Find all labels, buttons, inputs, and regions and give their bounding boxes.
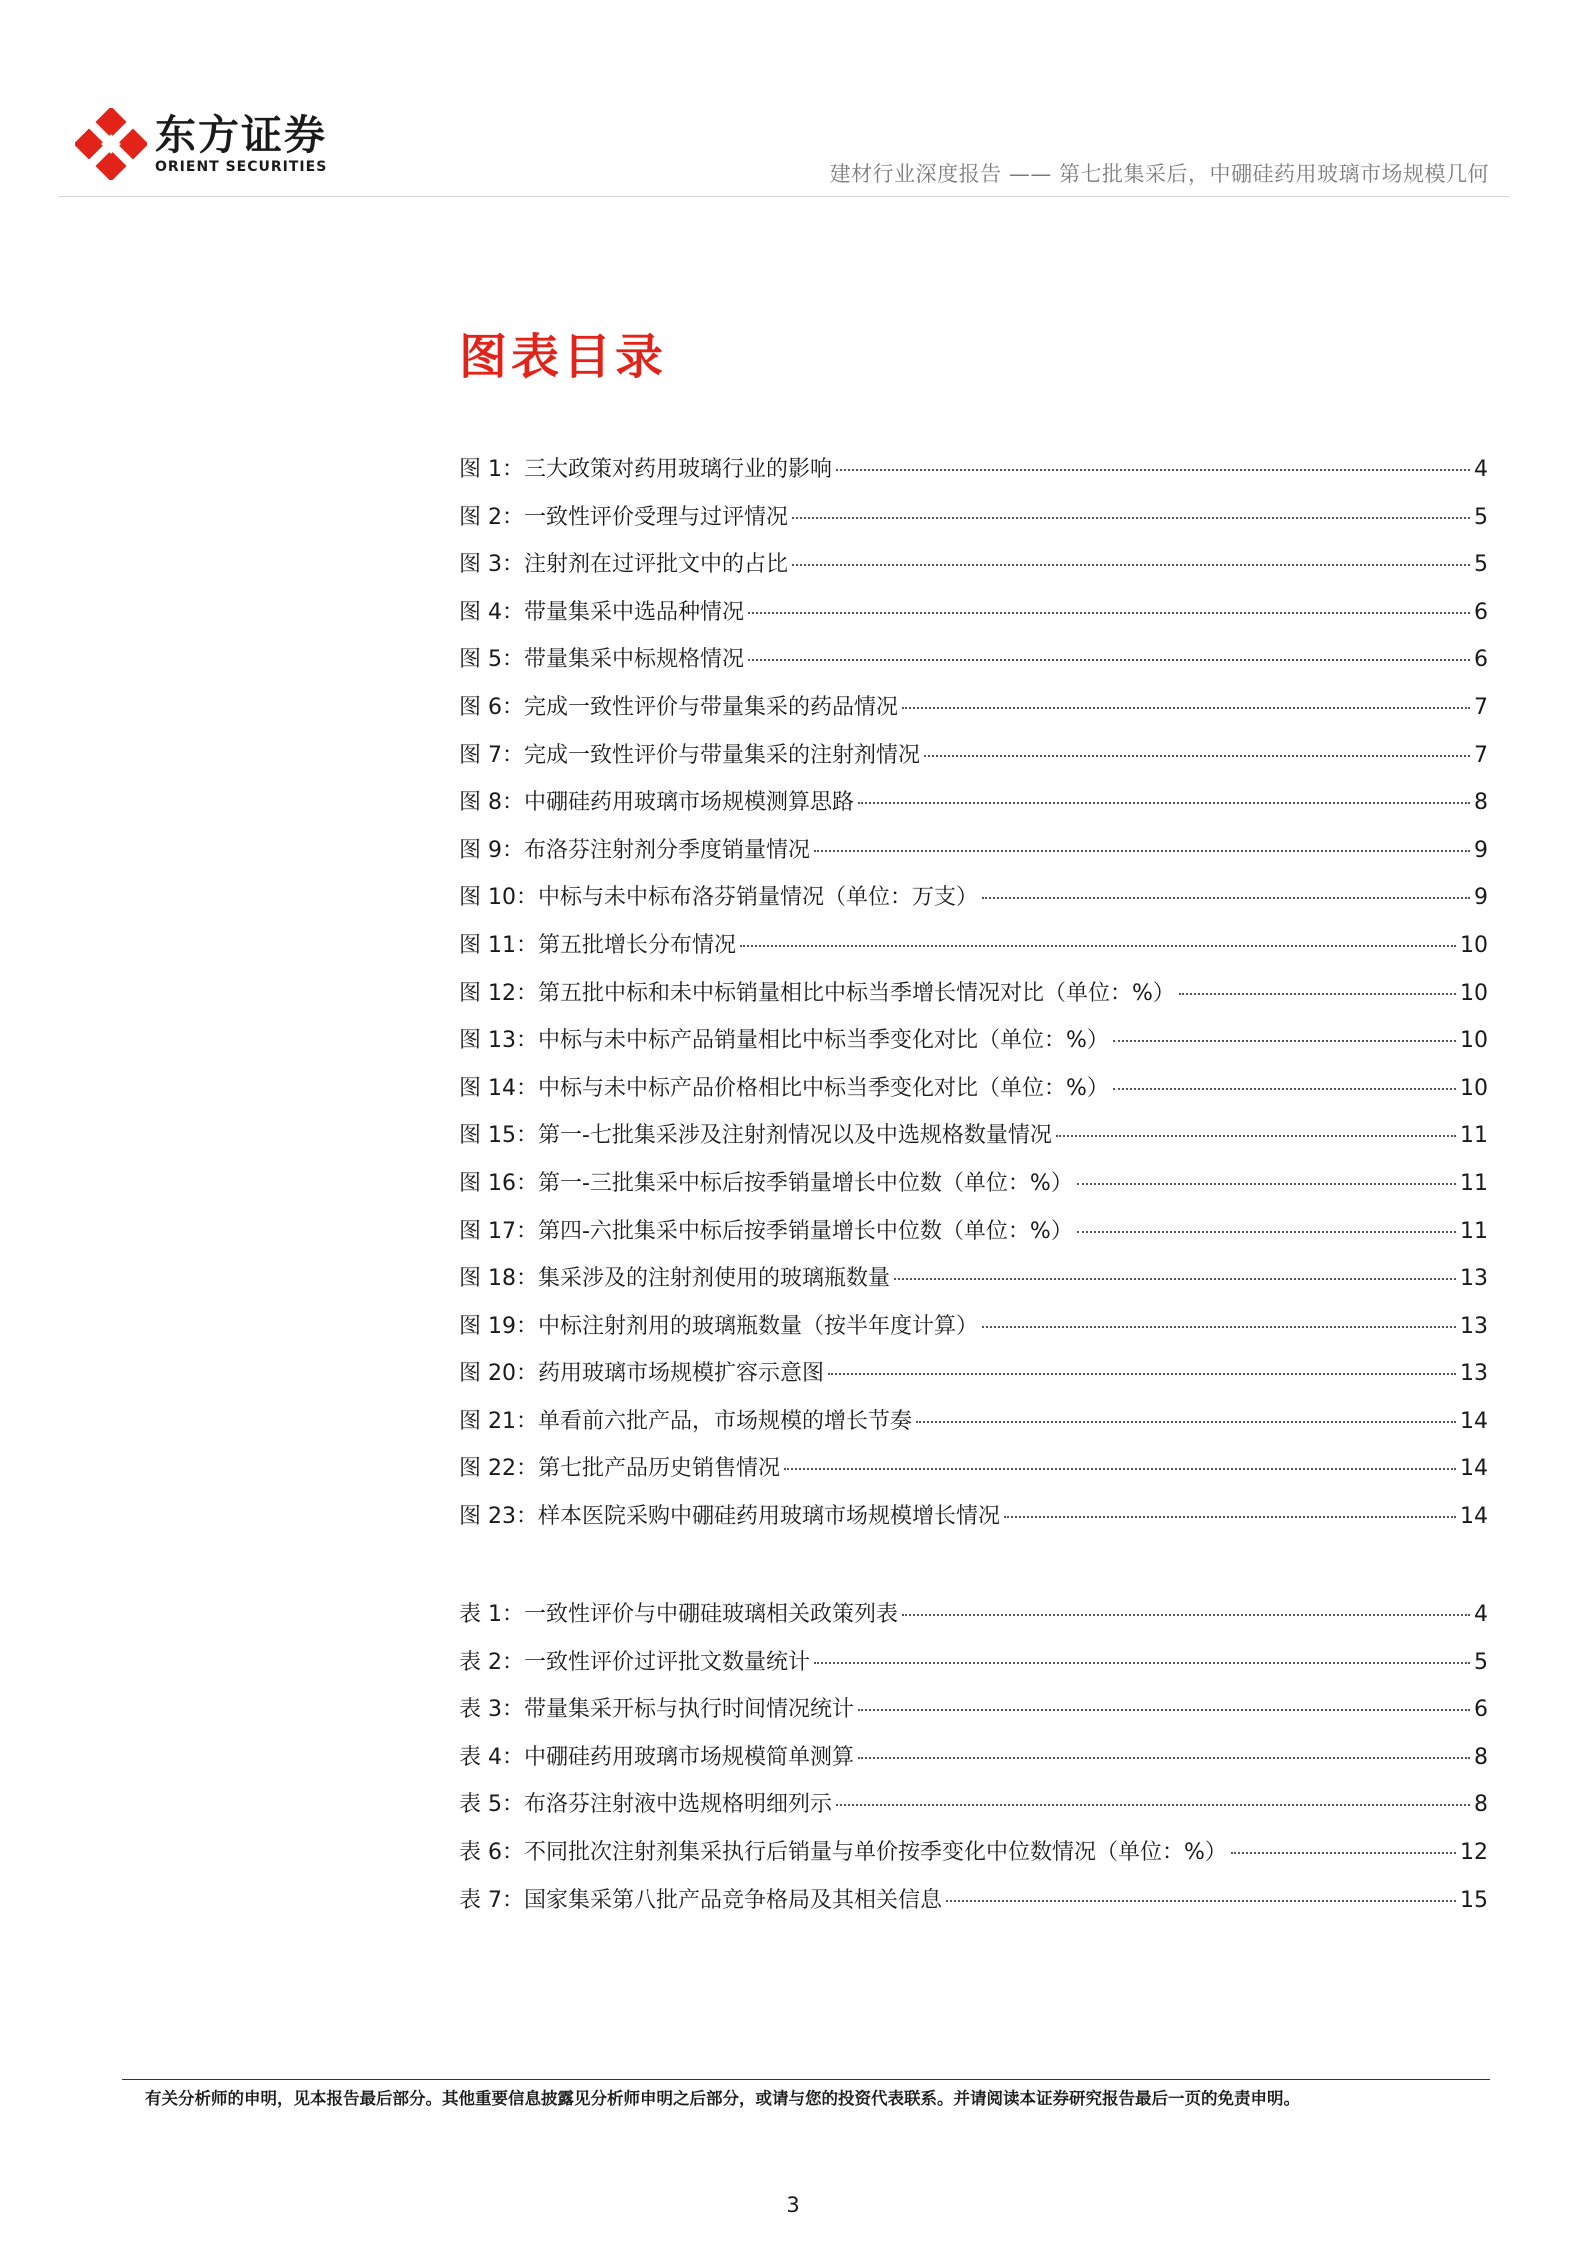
dot-leader [894,1278,1456,1280]
toc-entry-page[interactable]: 10 [1460,1028,1488,1054]
dot-leader [916,1421,1456,1423]
toc-entry-page[interactable]: 12 [1460,1839,1488,1865]
figure-toc-entry[interactable] [459,642,1488,690]
toc-entry-page[interactable]: 14 [1460,1504,1488,1530]
dot-leader [828,1373,1456,1375]
toc-entry-page[interactable]: 6 [1474,599,1488,625]
figure-toc-entry[interactable] [459,1261,1488,1309]
toc-entry-page[interactable]: 11 [1460,1123,1488,1149]
toc-entry-label[interactable]: 图 8：中硼硅药用玻璃市场规模测算思路 [459,790,854,816]
company-logo [75,108,327,180]
toc-entry-label[interactable]: 图 1：三大政策对药用玻璃行业的影响 [459,457,832,482]
toc-entry-page[interactable]: 7 [1474,742,1488,768]
dot-leader [1113,1088,1456,1090]
toc-entry-label[interactable]: 图 7：完成一致性评价与带量集采的注射剂情况 [459,742,920,768]
disclaimer-text: 有关分析师的申明，见本报告最后部分。其他重要信息披露见分析师申明之后部分，或请与您的投资代表联系。并请阅读本证券研究报告最后一页的免责申明。 [145,2089,1300,2108]
toc-entry-page[interactable]: 7 [1474,694,1488,720]
figure-toc-entry[interactable] [459,1071,1488,1119]
toc-entry-page[interactable]: 8 [1474,1744,1488,1770]
report-title: 建材行业深度报告 —— 第七批集采后，中硼硅药用玻璃市场规模几何 [829,162,1489,186]
dot-leader [982,1326,1456,1328]
toc-entry-page[interactable]: 13 [1460,1313,1488,1339]
figure-toc-entry[interactable] [459,690,1488,738]
figure-toc-entry[interactable] [459,1214,1488,1262]
toc-entry-label[interactable]: 图 21：单看前六批产品，市场规模的增长节奏 [459,1408,912,1434]
toc-heading: 图表目录 [459,329,668,385]
figure-toc-entry[interactable] [459,1451,1488,1499]
figure-list [459,452,1488,1547]
figure-toc-entry[interactable] [459,452,1488,500]
toc-entry-label[interactable]: 图 22：第七批产品历史销售情况 [459,1456,780,1482]
toc-entry-label[interactable]: 图 5：带量集采中标规格情况 [459,647,744,673]
table-toc-entry[interactable] [459,1692,1488,1740]
dot-leader [982,897,1470,899]
table-toc-entry[interactable] [459,1740,1488,1788]
header-divider [58,196,1510,197]
toc-entry-label[interactable]: 图 9：布洛芬注射剂分季度销量情况 [459,837,810,863]
figure-toc-entry[interactable] [459,833,1488,881]
figure-toc-entry[interactable] [459,928,1488,976]
dot-leader [902,1614,1470,1616]
toc-entry-label[interactable]: 图 16：第一-三批集采中标后按季销量增长中位数（单位：%） [459,1170,1073,1196]
toc-entry-label[interactable]: 表 7：国家集采第八批产品竞争格局及其相关信息 [459,1887,942,1913]
dot-leader [836,469,1470,471]
dot-leader [1231,1852,1456,1854]
figure-toc-entry[interactable] [459,785,1488,833]
toc-entry-page[interactable]: 13 [1460,1266,1488,1292]
toc-entry-label[interactable]: 图 4：带量集采中选品种情况 [459,599,744,625]
toc-entry-page[interactable]: 13 [1460,1361,1488,1387]
dot-leader [792,564,1470,566]
dot-leader [784,1468,1456,1470]
dot-leader [1004,1516,1456,1518]
figure-toc-entry[interactable] [459,1118,1488,1166]
dot-leader [748,659,1470,661]
table-list [459,1597,1488,1930]
toc-entry-label[interactable]: 图 18：集采涉及的注射剂使用的玻璃瓶数量 [459,1266,890,1292]
toc-entry-label[interactable]: 图 12：第五批中标和未中标销量相比中标当季增长情况对比（单位：%） [459,980,1175,1006]
figure-toc-entry[interactable] [459,880,1488,928]
dot-leader [748,612,1470,614]
toc-entry-page[interactable]: 15 [1460,1887,1488,1913]
table-toc-entry[interactable] [459,1787,1488,1835]
dot-leader [858,802,1470,804]
toc-entry-label[interactable]: 表 5：布洛芬注射液中选规格明细列示 [459,1792,832,1818]
dot-leader [858,1709,1470,1711]
toc-entry-label[interactable]: 图 20：药用玻璃市场规模扩容示意图 [459,1361,824,1387]
toc-entry-page[interactable]: 5 [1474,552,1488,578]
toc-entry-page[interactable]: 5 [1474,1649,1488,1675]
toc-entry-page[interactable]: 8 [1474,790,1488,816]
dot-leader [836,1804,1470,1806]
figure-toc-entry[interactable] [459,1309,1488,1357]
toc-entry-page[interactable]: 4 [1474,457,1488,482]
dot-leader [1113,1040,1456,1042]
figure-toc-entry[interactable] [459,547,1488,595]
toc-entry-page[interactable]: 10 [1460,932,1488,958]
table-toc-entry[interactable] [459,1883,1488,1931]
figure-toc-entry[interactable] [459,1404,1488,1452]
logo-english-name: ORIENT SECURITIES [155,159,328,175]
toc-entry-label[interactable]: 图 10：中标与未中标布洛芬销量情况（单位：万支） [459,885,978,911]
dot-leader [740,945,1456,947]
dot-leader [1077,1183,1456,1185]
figure-toc-entry[interactable] [459,738,1488,786]
dot-leader [792,517,1470,519]
figure-toc-entry[interactable] [459,1166,1488,1214]
toc-entry-label[interactable]: 图 17：第四-六批集采中标后按季销量增长中位数（单位：%） [459,1218,1073,1244]
toc-entry-page[interactable]: 5 [1474,504,1488,530]
toc-entry-page[interactable]: 11 [1460,1218,1488,1244]
toc-entry-label[interactable]: 图 14：中标与未中标产品价格相比中标当季变化对比（单位：%） [459,1075,1109,1101]
toc-entry-page[interactable]: 14 [1460,1456,1488,1482]
figure-toc-entry[interactable] [459,500,1488,548]
toc-entry-label[interactable]: 表 3：带量集采开标与执行时间情况统计 [459,1697,854,1723]
table-toc-entry[interactable] [459,1645,1488,1693]
orient-logo-icon [75,108,147,180]
toc-entry-label[interactable]: 图 19：中标注射剂用的玻璃瓶数量（按半年度计算） [459,1313,978,1339]
toc-entry-page[interactable]: 10 [1460,1075,1488,1101]
footer-divider [122,2079,1490,2080]
dot-leader [946,1900,1456,1902]
toc-entry-label[interactable]: 图 2：一致性评价受理与过评情况 [459,504,788,530]
dot-leader [1077,1231,1456,1233]
dot-leader [814,850,1470,852]
dot-leader [1179,993,1456,995]
toc-entry-label[interactable]: 图 15：第一-七批集采涉及注射剂情况以及中选规格数量情况 [459,1123,1052,1149]
toc-entry-page[interactable]: 6 [1474,1697,1488,1723]
toc-entry-page[interactable]: 14 [1460,1408,1488,1434]
toc-entry-label[interactable]: 图 23：样本医院采购中硼硅药用玻璃市场规模增长情况 [459,1504,1000,1530]
toc-entry-page[interactable]: 8 [1474,1792,1488,1818]
figure-toc-entry[interactable] [459,1499,1488,1547]
toc-entry-label[interactable]: 图 11：第五批增长分布情况 [459,932,736,958]
table-toc-entry[interactable] [459,1597,1488,1645]
toc-entry-label[interactable]: 图 13：中标与未中标产品销量相比中标当季变化对比（单位：%） [459,1028,1109,1054]
toc-entry-page[interactable]: 6 [1474,647,1488,673]
dot-leader [1056,1135,1456,1137]
toc-entry-page[interactable]: 10 [1460,980,1488,1006]
toc-entry-label[interactable]: 图 3：注射剂在过评批文中的占比 [459,552,788,578]
logo-chinese-name: 东方证券 [155,111,327,159]
figure-toc-entry[interactable] [459,595,1488,643]
figure-toc-entry[interactable] [459,1023,1488,1071]
toc-entry-page[interactable]: 11 [1460,1170,1488,1196]
toc-entry-page[interactable]: 4 [1474,1602,1488,1627]
toc-entry-label[interactable]: 表 4：中硼硅药用玻璃市场规模简单测算 [459,1744,854,1770]
figure-toc-entry[interactable] [459,976,1488,1024]
toc-entry-page[interactable]: 9 [1474,885,1488,911]
toc-entry-label[interactable]: 图 6：完成一致性评价与带量集采的药品情况 [459,694,898,720]
dot-leader [814,1662,1470,1664]
dot-leader [902,707,1470,709]
dot-leader [858,1757,1470,1759]
toc-entry-page[interactable]: 9 [1474,837,1488,863]
toc-entry-label[interactable]: 表 2：一致性评价过评批文数量统计 [459,1649,810,1675]
dot-leader [924,755,1470,757]
table-toc-entry[interactable] [459,1835,1488,1883]
toc-entry-label[interactable]: 表 1：一致性评价与中硼硅玻璃相关政策列表 [459,1602,898,1627]
figure-toc-entry[interactable] [459,1356,1488,1404]
toc-entry-label[interactable]: 表 6：不同批次注射剂集采执行后销量与单价按季变化中位数情况（单位：%） [459,1839,1227,1865]
page-number: 3 [786,2193,800,2217]
